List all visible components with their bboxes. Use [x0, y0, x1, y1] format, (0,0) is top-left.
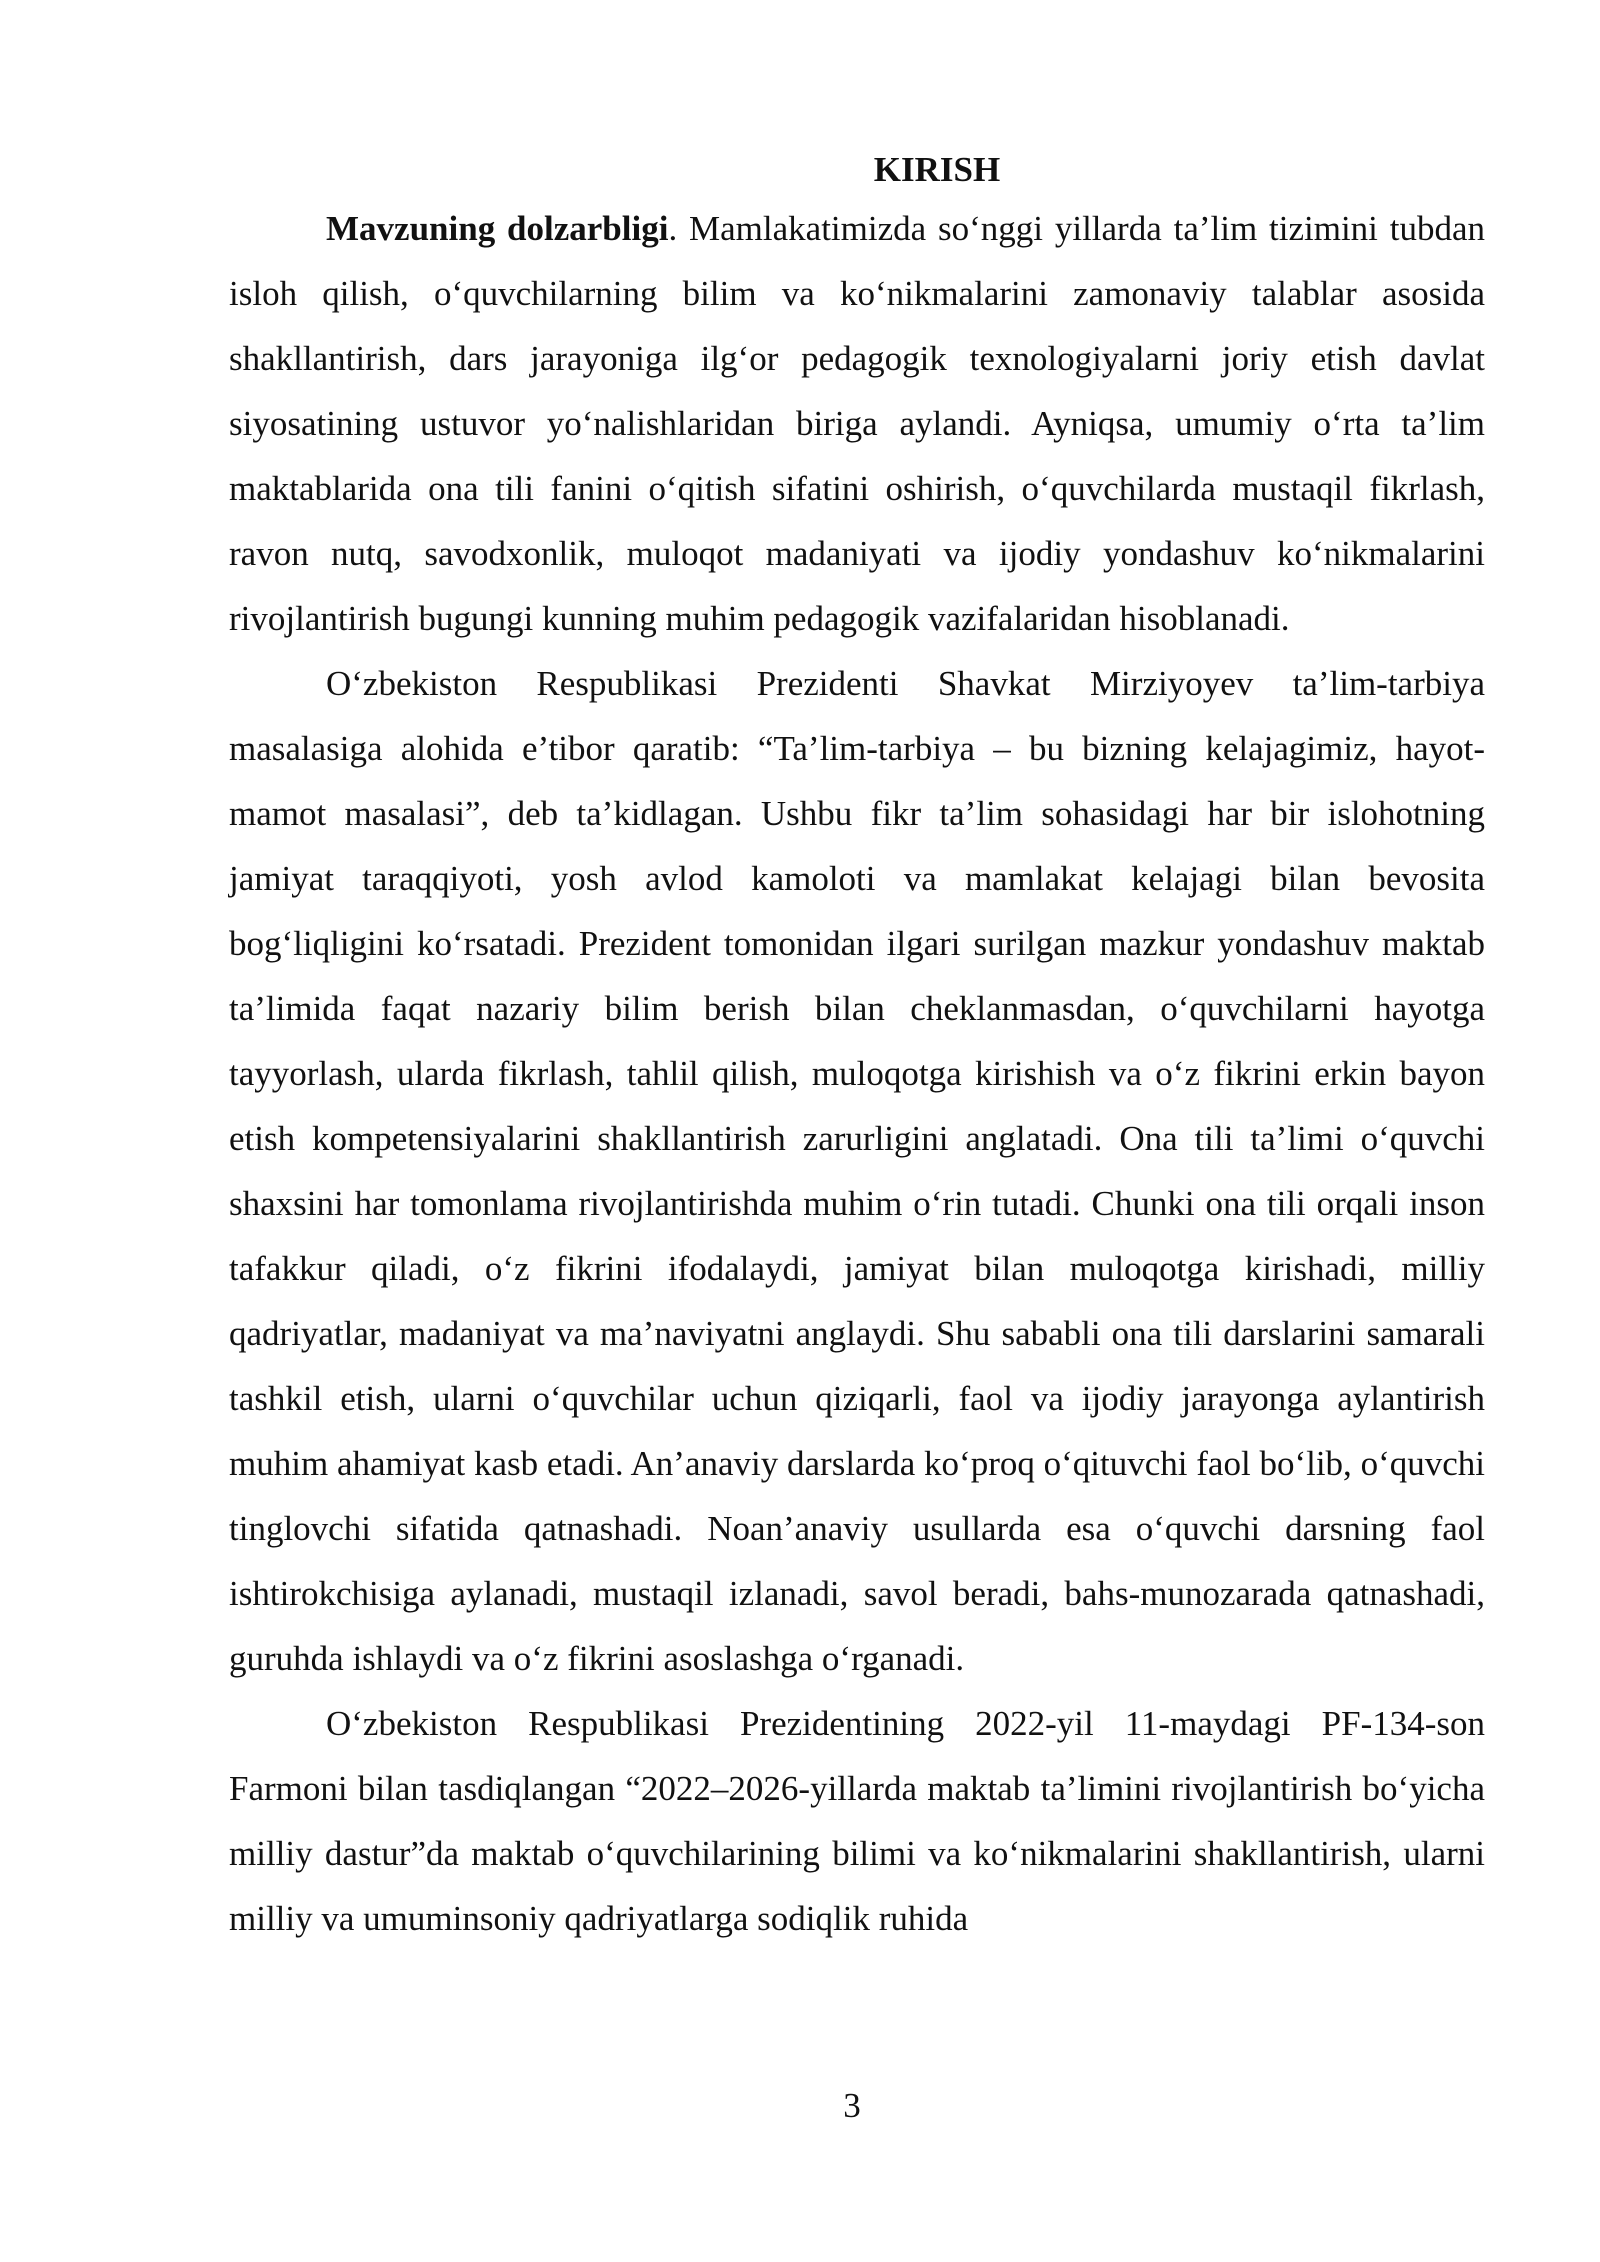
paragraph-lead: Mavzuning dolzarbligi [326, 209, 669, 248]
page-content [229, 148, 1485, 1951]
paragraph-text: O‘zbekiston Respublikasi Prezidentining 2022-yil 11-maydagi PF-134-son Farmoni bilan tasdiqlangan “2022–2026-yillarda maktab ta’limini rivojlantirish bo‘yicha milliy dastur”da maktab o‘quvchilarining bilimi va ko‘nikmalarini shakllantirish, ularni milliy va umuminsoniy qadriyatlarga sodiqlik ruhida [229, 1704, 1485, 1938]
paragraph-decree [229, 1691, 1485, 1951]
section-heading: KIRISH [873, 150, 1001, 189]
paragraph-text: O‘zbekiston Respublikasi Prezidenti Shavkat Mirziyoyev ta’lim-tarbiya masalasiga alohida e’tibor qaratib: “Ta’lim-tarbiya – bu bizning kelajagimiz, hayot-mamot masalasi”, deb ta’kidlagan. Ushbu fikr ta’lim sohasidagi har bir islohotning jamiyat taraqqiyoti, yosh avlod kamoloti va mamlakat kelajagi bilan bevosita bog‘liqligini ko‘rsatadi. Prezident tomonidan ilgari surilgan mazkur yondashuv maktab ta’limida faqat nazariy bilim berish bilan cheklanmasdan, o‘quvchilarni hayotga tayyorlash, ularda fikrlash, tahlil qilish, muloqotga kirishish va o‘z fikrini erkin bayon etish kompetensiyalarini shakllantirish zarurligini anglatadi. Ona tili ta’limi o‘quvchi shaxsini har tomonlama rivojlantirishda muhim o‘rin tutadi. Chunki ona tili orqali inson tafakkur qiladi, o‘z fikrini ifodalaydi, jamiyat bilan muloqotga kirishadi, milliy qadriyatlar, madaniyat va ma’naviyatni anglaydi. Shu sababli ona tili darslarini samarali tashkil etish, ularni o‘quvchilar uchun qiziqarli, faol va ijodiy jarayonga aylantirish muhim ahamiyat kasb etadi. An’anaviy darslarda ko‘proq o‘qituvchi faol bo‘lib, o‘quvchi tinglovchi sifatida qatnashadi. Noan’anaviy usullarda esa o‘quvchi darsning faol ishtirokchisiga aylanadi, mustaqil izlanadi, savol beradi, bahs-munozarada qatnashadi, guruhda ishlaydi va o‘z fikrini asoslashga o‘rganadi. [229, 664, 1485, 1678]
paragraph-relevance [229, 196, 1485, 651]
paragraph-president-quote [229, 651, 1485, 1691]
page-number: 3 [843, 2086, 861, 2125]
paragraph-text: . Mamlakatimizda so‘nggi yillarda ta’lim tizimini tubdan isloh qilish, o‘quvchilarning bilim va ko‘nikmalarini zamonaviy talablar asosida shakllantirish, dars jarayoniga ilg‘or pedagogik texnologiyalarni joriy etish davlat siyosatining ustuvor yo‘nalishlaridan biriga aylandi. Ayniqsa, umumiy o‘rta ta’lim maktablarida ona tili fanini o‘qitish sifatini oshirish, o‘quvchilarda mustaqil fikrlash, ravon nutq, savodxonlik, muloqot madaniyati va ijodiy yondashuv ko‘nikmalarini rivojlantirish bugungi kunning muhim pedagogik vazifalaridan hisoblanadi. [229, 209, 1485, 638]
